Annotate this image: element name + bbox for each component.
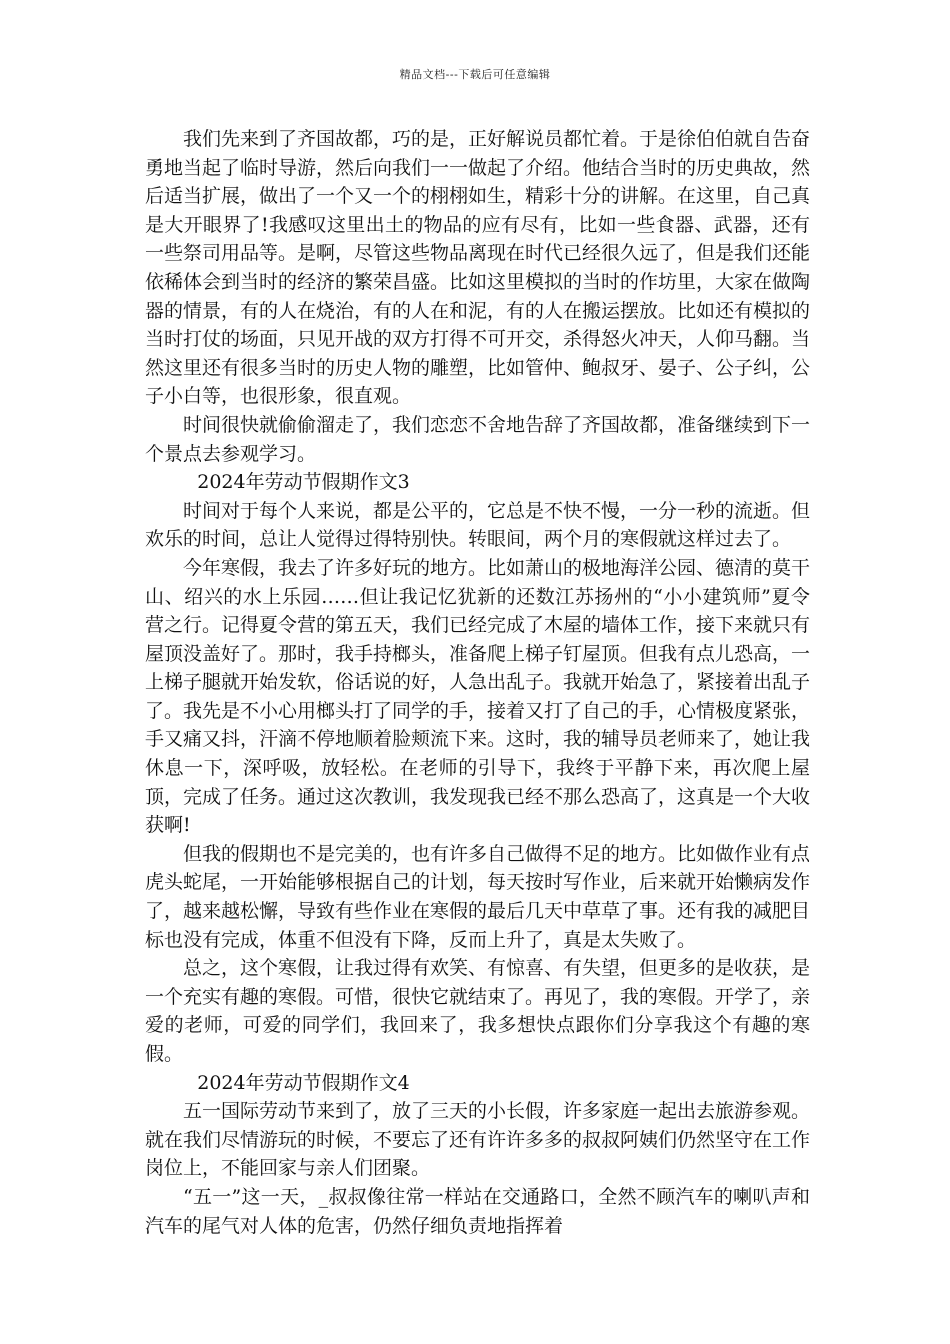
paragraph: 我们先来到了齐国故都，巧的是，正好解说员都忙着。于是徐伯伯就自告奋勇地当起了临时导游，然后向我们一一做起了介绍。他结合当时的历史典故，然后适当扩展，做出了一个又一个的栩栩如生，精彩十分的讲解。在这里，自己真是大开眼界了!我感叹这里出土的物品的应有尽有，比如一些食器、武器，还有一些祭司用品等。是啊，尽管这些物品离现在时代已经很久远了，但是我们还能依稀体会到当时的经济的繁荣昌盛。比如这里模拟的当时的作坊里，大家在做陶器的情景，有的人在烧治，有的人在和泥，有的人在搬运摆放。比如还有模拟的当时打仗的场面，只见开战的双方打得不可开交，杀得怒火冲天，人仰马翻。当然这里还有很多当时的历史人物的雕塑，比如管仲、鲍叔牙、晏子、公子纠，公子小白等，也很形象，很直观。 (145, 128, 811, 408)
paragraph: 但我的假期也不是完美的，也有许多自己做得不足的地方。比如做作业有点虎头蛇尾，一开始能够根据自己的计划，每天按时写作业，后来就开始懒病发作了，越来越松懈，导致有些作业在寒假的最后几天中草草了事。还有我的减肥目标也没有完成，体重不但没有下降，反而上升了，真是太失败了。 (145, 842, 811, 951)
paragraph: 时间对于每个人来说，都是公平的，它总是不快不慢，一分一秒的流逝。但欢乐的时间，总让人觉得过得特别快。转眼间，两个月的寒假就这样过去了。 (145, 499, 811, 551)
paragraph: 今年寒假，我去了许多好玩的地方。比如萧山的极地海洋公园、德清的莫干山、绍兴的水上乐园……但让我记忆犹新的还数江苏扬州的“小小建筑师”夏令营之行。记得夏令营的第五天，我们已经完成了木屋的墙体工作，接下来就只有屋顶没盖好了。那时，我手持榔头，准备爬上梯子钉屋顶。但我有点儿恐高，一上梯子腿就开始发软，俗话说的好，人急出乱子。我就开始急了，紧接着出乱子了。我先是不小心用榔头打了同学的手，接着又打了自己的手，心情极度紧张，手又痛又抖，汗滴不停地顺着脸颊流下来。这时，我的辅导员老师来了，她让我休息一下，深呼吸，放轻松。在老师的引导下，我终于平静下来，再次爬上屋顶，完成了任务。通过这次教训，我发现我已经不那么恐高了，这真是一个大收获啊! (145, 556, 811, 837)
section-heading: 2024年劳动节假期作文4 (197, 1071, 410, 1094)
document-body (145, 125, 810, 1240)
page-header: 精品文档---下载后可任意编辑 (399, 68, 551, 81)
section-heading: 2024年劳动节假期作文3 (197, 471, 410, 494)
paragraph: 总之，这个寒假，让我过得有欢笑、有惊喜、有失望，但更多的是收获，是一个充实有趣的寒假。可惜，很快它就结束了。再见了，我的寒假。开学了，亲爱的老师，可爱的同学们，我回来了，我多想快点跟你们分享我这个有趣的寒假。 (145, 957, 811, 1065)
paragraph: 时间很快就偷偷溜走了，我们恋恋不舍地告辞了齐国故都，准备继续到下一个景点去参观学习。 (145, 413, 811, 465)
paragraph: “五一”这一天，_叔叔像往常一样站在交通路口，全然不顾汽车的喇叭声和汽车的尾气对人体的危害，仍然仔细负责地指挥着 (145, 1185, 810, 1237)
paragraph: 五一国际劳动节来到了，放了三天的小长假，许多家庭一起出去旅游参观。就在我们尽情游玩的时候，不要忘了还有许许多多的叔叔阿姨们仍然坚守在工作岗位上，不能回家与亲人们团聚。 (145, 1100, 811, 1180)
